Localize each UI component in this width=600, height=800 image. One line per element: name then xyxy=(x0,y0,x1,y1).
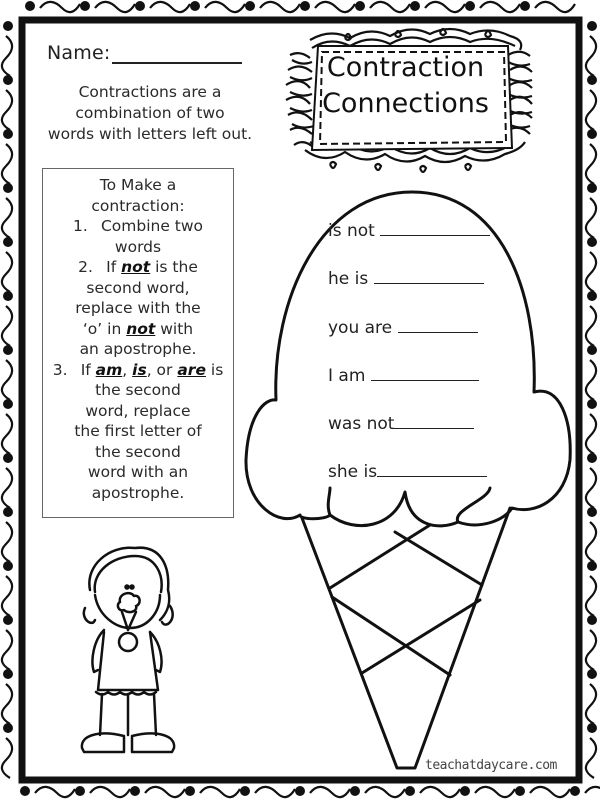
answer-blank[interactable] xyxy=(380,221,490,236)
step-text: is the xyxy=(150,258,198,276)
step-number: 3. xyxy=(52,360,68,379)
step-number: 2. xyxy=(78,258,93,276)
intro-line: words with letters left out. xyxy=(47,125,253,143)
step-text: ‘o’ in xyxy=(82,319,127,338)
step-text: Combine two xyxy=(100,217,204,235)
keyword: is xyxy=(132,360,147,379)
title-line: Connections xyxy=(322,88,489,119)
step-text: , xyxy=(122,360,133,379)
step-text: with xyxy=(155,319,194,338)
rule-step-2 xyxy=(43,257,233,278)
page-title xyxy=(318,50,493,122)
keyword: not xyxy=(126,319,156,338)
prompt-row xyxy=(328,221,490,241)
prompt-label: I am xyxy=(328,366,371,386)
name-label: Name: xyxy=(47,42,111,64)
step-text: , or xyxy=(146,360,178,379)
step-text: is xyxy=(205,360,224,379)
prompt-row xyxy=(328,269,484,289)
step-text xyxy=(43,319,233,340)
footer-credit: teachatdaycare.com xyxy=(425,758,557,773)
girl-eating-ice-cream-icon xyxy=(82,548,174,752)
rules-heading: To Make a xyxy=(99,176,177,194)
name-field[interactable] xyxy=(47,42,242,64)
keyword: are xyxy=(177,360,206,379)
intro-line: Contractions are a xyxy=(78,83,222,101)
step-text: the second xyxy=(95,442,181,461)
prompt-label: he is xyxy=(328,269,374,289)
title-line: Contraction xyxy=(326,52,485,83)
step-text: the first letter of xyxy=(74,422,202,440)
keyword: am xyxy=(95,360,123,379)
step-number: 1. xyxy=(72,217,88,235)
step-text: words xyxy=(114,237,162,256)
prompt-label: you are xyxy=(328,318,398,338)
intro-line: combination of two xyxy=(75,104,225,122)
answer-blank[interactable] xyxy=(371,366,479,381)
prompt-row xyxy=(328,366,479,386)
answer-blank[interactable] xyxy=(377,462,487,477)
rule-step-3 xyxy=(43,360,233,381)
prompt-label: was not xyxy=(328,414,395,434)
rules-heading: contraction: xyxy=(91,196,185,215)
step-text: word, replace xyxy=(85,401,191,420)
step-text: word with an xyxy=(87,463,189,481)
name-blank[interactable] xyxy=(112,46,242,64)
rule-step-1 xyxy=(43,216,233,237)
prompt-label: she is xyxy=(328,462,378,482)
step-text: second word, xyxy=(86,278,190,297)
step-text: apostrophe. xyxy=(91,483,185,502)
answer-blank[interactable] xyxy=(394,414,474,429)
intro-text xyxy=(35,82,265,145)
step-text: If xyxy=(80,360,96,379)
step-text: If xyxy=(106,258,122,276)
prompt-row xyxy=(328,414,474,434)
prompt-label: is not xyxy=(328,221,381,241)
step-text: the second xyxy=(95,381,181,399)
prompt-row xyxy=(328,318,478,338)
keyword: not xyxy=(121,258,151,276)
answer-blank[interactable] xyxy=(374,269,484,284)
answer-blank[interactable] xyxy=(398,318,478,333)
prompt-row xyxy=(328,462,487,482)
rules-box xyxy=(42,168,234,518)
step-text: replace with the xyxy=(75,299,201,317)
step-text: an apostrophe. xyxy=(79,340,197,358)
